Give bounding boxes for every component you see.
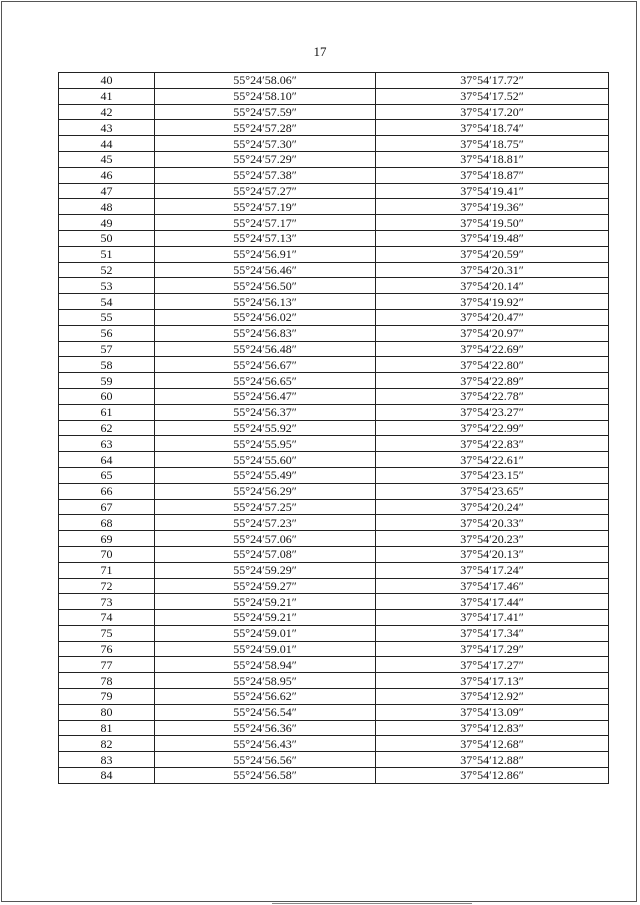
longitude-cell: 37°54′12.83″	[376, 720, 609, 736]
latitude-cell: 55°24′56.67″	[155, 357, 376, 373]
point-number-cell: 71	[59, 562, 155, 578]
point-number-cell: 50	[59, 230, 155, 246]
longitude-cell: 37°54′22.80″	[376, 357, 609, 373]
longitude-cell: 37°54′20.14″	[376, 278, 609, 294]
table-row	[59, 246, 609, 262]
point-number-cell: 83	[59, 752, 155, 768]
table-row	[59, 594, 609, 610]
longitude-cell: 37°54′13.09″	[376, 704, 609, 720]
table-row	[59, 578, 609, 594]
point-number-cell: 73	[59, 594, 155, 610]
longitude-cell: 37°54′17.29″	[376, 641, 609, 657]
table-row	[59, 373, 609, 389]
longitude-cell: 37°54′20.31″	[376, 262, 609, 278]
longitude-cell: 37°54′20.13″	[376, 546, 609, 562]
table-row	[59, 136, 609, 152]
point-number-cell: 42	[59, 104, 155, 120]
point-number-cell: 56	[59, 325, 155, 341]
table-row	[59, 230, 609, 246]
latitude-cell: 55°24′56.48″	[155, 341, 376, 357]
longitude-cell: 37°54′19.92″	[376, 294, 609, 310]
table-row	[59, 436, 609, 452]
coordinates-table	[58, 72, 609, 784]
latitude-cell: 55°24′55.49″	[155, 467, 376, 483]
latitude-cell: 55°24′56.65″	[155, 373, 376, 389]
table-row	[59, 357, 609, 373]
longitude-cell: 37°54′19.36″	[376, 199, 609, 215]
latitude-cell: 55°24′58.06″	[155, 73, 376, 89]
point-number-cell: 57	[59, 341, 155, 357]
table-row	[59, 467, 609, 483]
latitude-cell: 55°24′57.29″	[155, 151, 376, 167]
latitude-cell: 55°24′56.54″	[155, 704, 376, 720]
table-row	[59, 657, 609, 673]
table-row	[59, 151, 609, 167]
table-row	[59, 278, 609, 294]
longitude-cell: 37°54′17.72″	[376, 73, 609, 89]
point-number-cell: 72	[59, 578, 155, 594]
point-number-cell: 80	[59, 704, 155, 720]
point-number-cell: 75	[59, 625, 155, 641]
point-number-cell: 55	[59, 309, 155, 325]
longitude-cell: 37°54′23.15″	[376, 467, 609, 483]
latitude-cell: 55°24′56.02″	[155, 309, 376, 325]
point-number-cell: 76	[59, 641, 155, 657]
longitude-cell: 37°54′17.20″	[376, 104, 609, 120]
table-row	[59, 625, 609, 641]
point-number-cell: 81	[59, 720, 155, 736]
table-row	[59, 215, 609, 231]
point-number-cell: 78	[59, 673, 155, 689]
table-row	[59, 704, 609, 720]
footer-rule	[272, 903, 472, 904]
point-number-cell: 59	[59, 373, 155, 389]
point-number-cell: 66	[59, 483, 155, 499]
longitude-cell: 37°54′12.68″	[376, 736, 609, 752]
table-row	[59, 562, 609, 578]
latitude-cell: 55°24′57.25″	[155, 499, 376, 515]
longitude-cell: 37°54′17.52″	[376, 88, 609, 104]
table-row	[59, 689, 609, 705]
longitude-cell: 37°54′17.46″	[376, 578, 609, 594]
table-row	[59, 420, 609, 436]
point-number-cell: 62	[59, 420, 155, 436]
table-row	[59, 167, 609, 183]
latitude-cell: 55°24′56.43″	[155, 736, 376, 752]
latitude-cell: 55°24′56.56″	[155, 752, 376, 768]
longitude-cell: 37°54′12.88″	[376, 752, 609, 768]
point-number-cell: 54	[59, 294, 155, 310]
latitude-cell: 55°24′57.06″	[155, 531, 376, 547]
longitude-cell: 37°54′22.99″	[376, 420, 609, 436]
latitude-cell: 55°24′56.36″	[155, 720, 376, 736]
longitude-cell: 37°54′17.34″	[376, 625, 609, 641]
latitude-cell: 55°24′55.60″	[155, 452, 376, 468]
latitude-cell: 55°24′59.21″	[155, 610, 376, 626]
table-row	[59, 73, 609, 89]
longitude-cell: 37°54′20.33″	[376, 515, 609, 531]
latitude-cell: 55°24′57.08″	[155, 546, 376, 562]
latitude-cell: 55°24′56.47″	[155, 388, 376, 404]
longitude-cell: 37°54′19.48″	[376, 230, 609, 246]
longitude-cell: 37°54′18.87″	[376, 167, 609, 183]
point-number-cell: 82	[59, 736, 155, 752]
latitude-cell: 55°24′59.27″	[155, 578, 376, 594]
point-number-cell: 65	[59, 467, 155, 483]
table-row	[59, 768, 609, 784]
table-row	[59, 752, 609, 768]
longitude-cell: 37°54′22.78″	[376, 388, 609, 404]
latitude-cell: 55°24′57.23″	[155, 515, 376, 531]
table-row	[59, 88, 609, 104]
latitude-cell: 55°24′57.19″	[155, 199, 376, 215]
longitude-cell: 37°54′22.83″	[376, 436, 609, 452]
longitude-cell: 37°54′23.65″	[376, 483, 609, 499]
table-row	[59, 720, 609, 736]
longitude-cell: 37°54′17.13″	[376, 673, 609, 689]
latitude-cell: 55°24′56.62″	[155, 689, 376, 705]
table-row	[59, 531, 609, 547]
longitude-cell: 37°54′17.41″	[376, 610, 609, 626]
table-row	[59, 294, 609, 310]
latitude-cell: 55°24′55.95″	[155, 436, 376, 452]
page-number: 17	[313, 44, 327, 59]
latitude-cell: 55°24′57.28″	[155, 120, 376, 136]
point-number-cell: 52	[59, 262, 155, 278]
longitude-cell: 37°54′17.24″	[376, 562, 609, 578]
point-number-cell: 40	[59, 73, 155, 89]
table-row	[59, 199, 609, 215]
point-number-cell: 74	[59, 610, 155, 626]
table-row	[59, 546, 609, 562]
longitude-cell: 37°54′22.89″	[376, 373, 609, 389]
table-row	[59, 736, 609, 752]
table-row	[59, 499, 609, 515]
latitude-cell: 55°24′56.50″	[155, 278, 376, 294]
point-number-cell: 45	[59, 151, 155, 167]
point-number-cell: 64	[59, 452, 155, 468]
longitude-cell: 37°54′20.97″	[376, 325, 609, 341]
point-number-cell: 79	[59, 689, 155, 705]
longitude-cell: 37°54′17.44″	[376, 594, 609, 610]
point-number-cell: 53	[59, 278, 155, 294]
table-row	[59, 673, 609, 689]
point-number-cell: 63	[59, 436, 155, 452]
latitude-cell: 55°24′59.29″	[155, 562, 376, 578]
longitude-cell: 37°54′18.74″	[376, 120, 609, 136]
longitude-cell: 37°54′20.24″	[376, 499, 609, 515]
point-number-cell: 70	[59, 546, 155, 562]
table-row	[59, 404, 609, 420]
longitude-cell: 37°54′18.81″	[376, 151, 609, 167]
table-row	[59, 452, 609, 468]
latitude-cell: 55°24′58.94″	[155, 657, 376, 673]
point-number-cell: 60	[59, 388, 155, 404]
table-row	[59, 309, 609, 325]
latitude-cell: 55°24′56.13″	[155, 294, 376, 310]
point-number-cell: 49	[59, 215, 155, 231]
point-number-cell: 84	[59, 768, 155, 784]
point-number-cell: 41	[59, 88, 155, 104]
longitude-cell: 37°54′20.47″	[376, 309, 609, 325]
point-number-cell: 77	[59, 657, 155, 673]
longitude-cell: 37°54′20.59″	[376, 246, 609, 262]
table-row	[59, 104, 609, 120]
latitude-cell: 55°24′56.58″	[155, 768, 376, 784]
latitude-cell: 55°24′56.37″	[155, 404, 376, 420]
longitude-cell: 37°54′18.75″	[376, 136, 609, 152]
point-number-cell: 58	[59, 357, 155, 373]
table-row	[59, 325, 609, 341]
longitude-cell: 37°54′23.27″	[376, 404, 609, 420]
latitude-cell: 55°24′59.01″	[155, 641, 376, 657]
coordinates-table-body	[59, 73, 609, 784]
latitude-cell: 55°24′57.38″	[155, 167, 376, 183]
point-number-cell: 48	[59, 199, 155, 215]
latitude-cell: 55°24′56.46″	[155, 262, 376, 278]
table-row	[59, 483, 609, 499]
longitude-cell: 37°54′22.69″	[376, 341, 609, 357]
latitude-cell: 55°24′59.21″	[155, 594, 376, 610]
longitude-cell: 37°54′12.86″	[376, 768, 609, 784]
latitude-cell: 55°24′57.30″	[155, 136, 376, 152]
longitude-cell: 37°54′22.61″	[376, 452, 609, 468]
table-row	[59, 183, 609, 199]
latitude-cell: 55°24′57.59″	[155, 104, 376, 120]
latitude-cell: 55°24′55.92″	[155, 420, 376, 436]
point-number-cell: 46	[59, 167, 155, 183]
point-number-cell: 51	[59, 246, 155, 262]
table-row	[59, 610, 609, 626]
table-row	[59, 641, 609, 657]
table-row	[59, 515, 609, 531]
longitude-cell: 37°54′17.27″	[376, 657, 609, 673]
longitude-cell: 37°54′20.23″	[376, 531, 609, 547]
table-row	[59, 341, 609, 357]
latitude-cell: 55°24′56.83″	[155, 325, 376, 341]
point-number-cell: 44	[59, 136, 155, 152]
point-number-cell: 67	[59, 499, 155, 515]
point-number-cell: 47	[59, 183, 155, 199]
latitude-cell: 55°24′58.95″	[155, 673, 376, 689]
table-row	[59, 262, 609, 278]
point-number-cell: 61	[59, 404, 155, 420]
longitude-cell: 37°54′19.41″	[376, 183, 609, 199]
latitude-cell: 55°24′56.91″	[155, 246, 376, 262]
latitude-cell: 55°24′56.29″	[155, 483, 376, 499]
latitude-cell: 55°24′57.27″	[155, 183, 376, 199]
latitude-cell: 55°24′59.01″	[155, 625, 376, 641]
latitude-cell: 55°24′58.10″	[155, 88, 376, 104]
point-number-cell: 69	[59, 531, 155, 547]
point-number-cell: 68	[59, 515, 155, 531]
longitude-cell: 37°54′19.50″	[376, 215, 609, 231]
table-row	[59, 388, 609, 404]
table-row	[59, 120, 609, 136]
longitude-cell: 37°54′12.92″	[376, 689, 609, 705]
point-number-cell: 43	[59, 120, 155, 136]
latitude-cell: 55°24′57.13″	[155, 230, 376, 246]
latitude-cell: 55°24′57.17″	[155, 215, 376, 231]
